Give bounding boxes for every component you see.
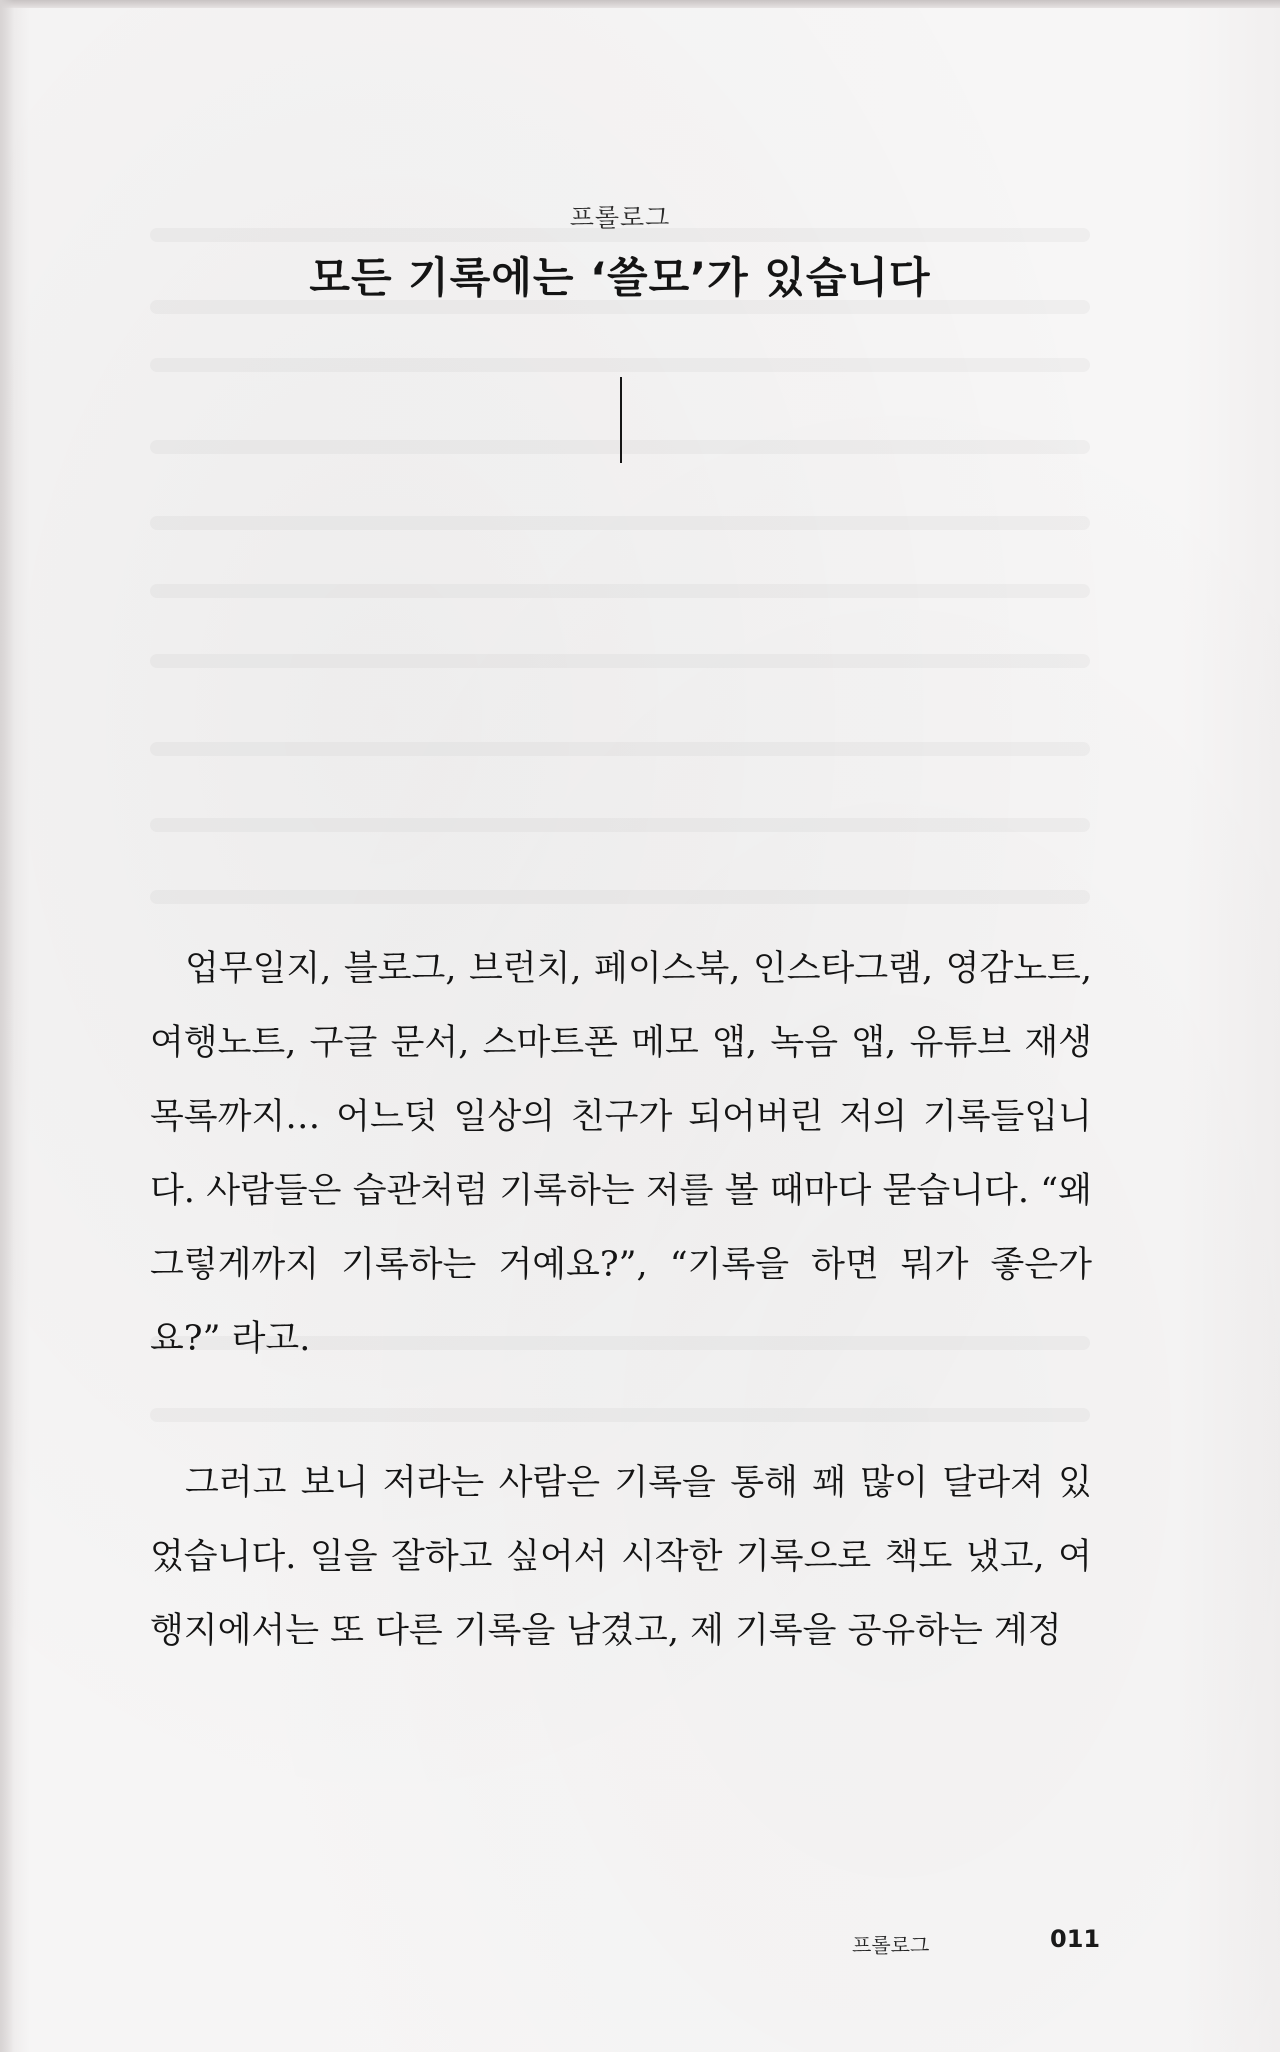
show-through-line	[150, 654, 1090, 668]
page-left-edge	[0, 0, 14, 2052]
running-footer-label: 프롤로그	[852, 1933, 930, 1957]
show-through-line	[150, 818, 1090, 832]
chapter-title: 모든 기록에는 ‘쓸모’가 있습니다	[309, 253, 931, 302]
chapter-label: 프롤로그	[569, 203, 671, 232]
body-paragraph: 업무일지, 블로그, 브런치, 페이스북, 인스타그램, 영감노트, 여행노트, 구글 문서, 스마트폰 메모 앱, 녹음 앱, 유튜브 재생목록까지… 어느덧 일상의 친구가 되어버린 저의 기록들입니다. 사람들은 습관처럼 기록하는 저를 볼 때마다 묻습니다. “왜 그렇게까지 기록하는 거예요?”, “기록을 하면 뭐가 좋은가요?” 라고.	[150, 949, 1092, 1359]
show-through-line	[150, 742, 1090, 756]
body-paragraph: 그러고 보니 저라는 사람은 기록을 통해 꽤 많이 달라져 있었습니다. 일을 잘하고 싶어서 시작한 기록으로 책도 냈고, 여행지에서는 또 다른 기록을 남겼고, 제 기록을 공유하는 계정	[150, 1463, 1092, 1651]
show-through-line	[150, 1408, 1090, 1422]
show-through-line	[150, 584, 1090, 598]
title-divider	[620, 377, 622, 463]
show-through-line	[150, 358, 1090, 372]
show-through-line	[150, 890, 1090, 904]
page-top-edge	[0, 0, 1280, 8]
show-through-line	[150, 516, 1090, 530]
page-number: 011	[1050, 1925, 1101, 1953]
